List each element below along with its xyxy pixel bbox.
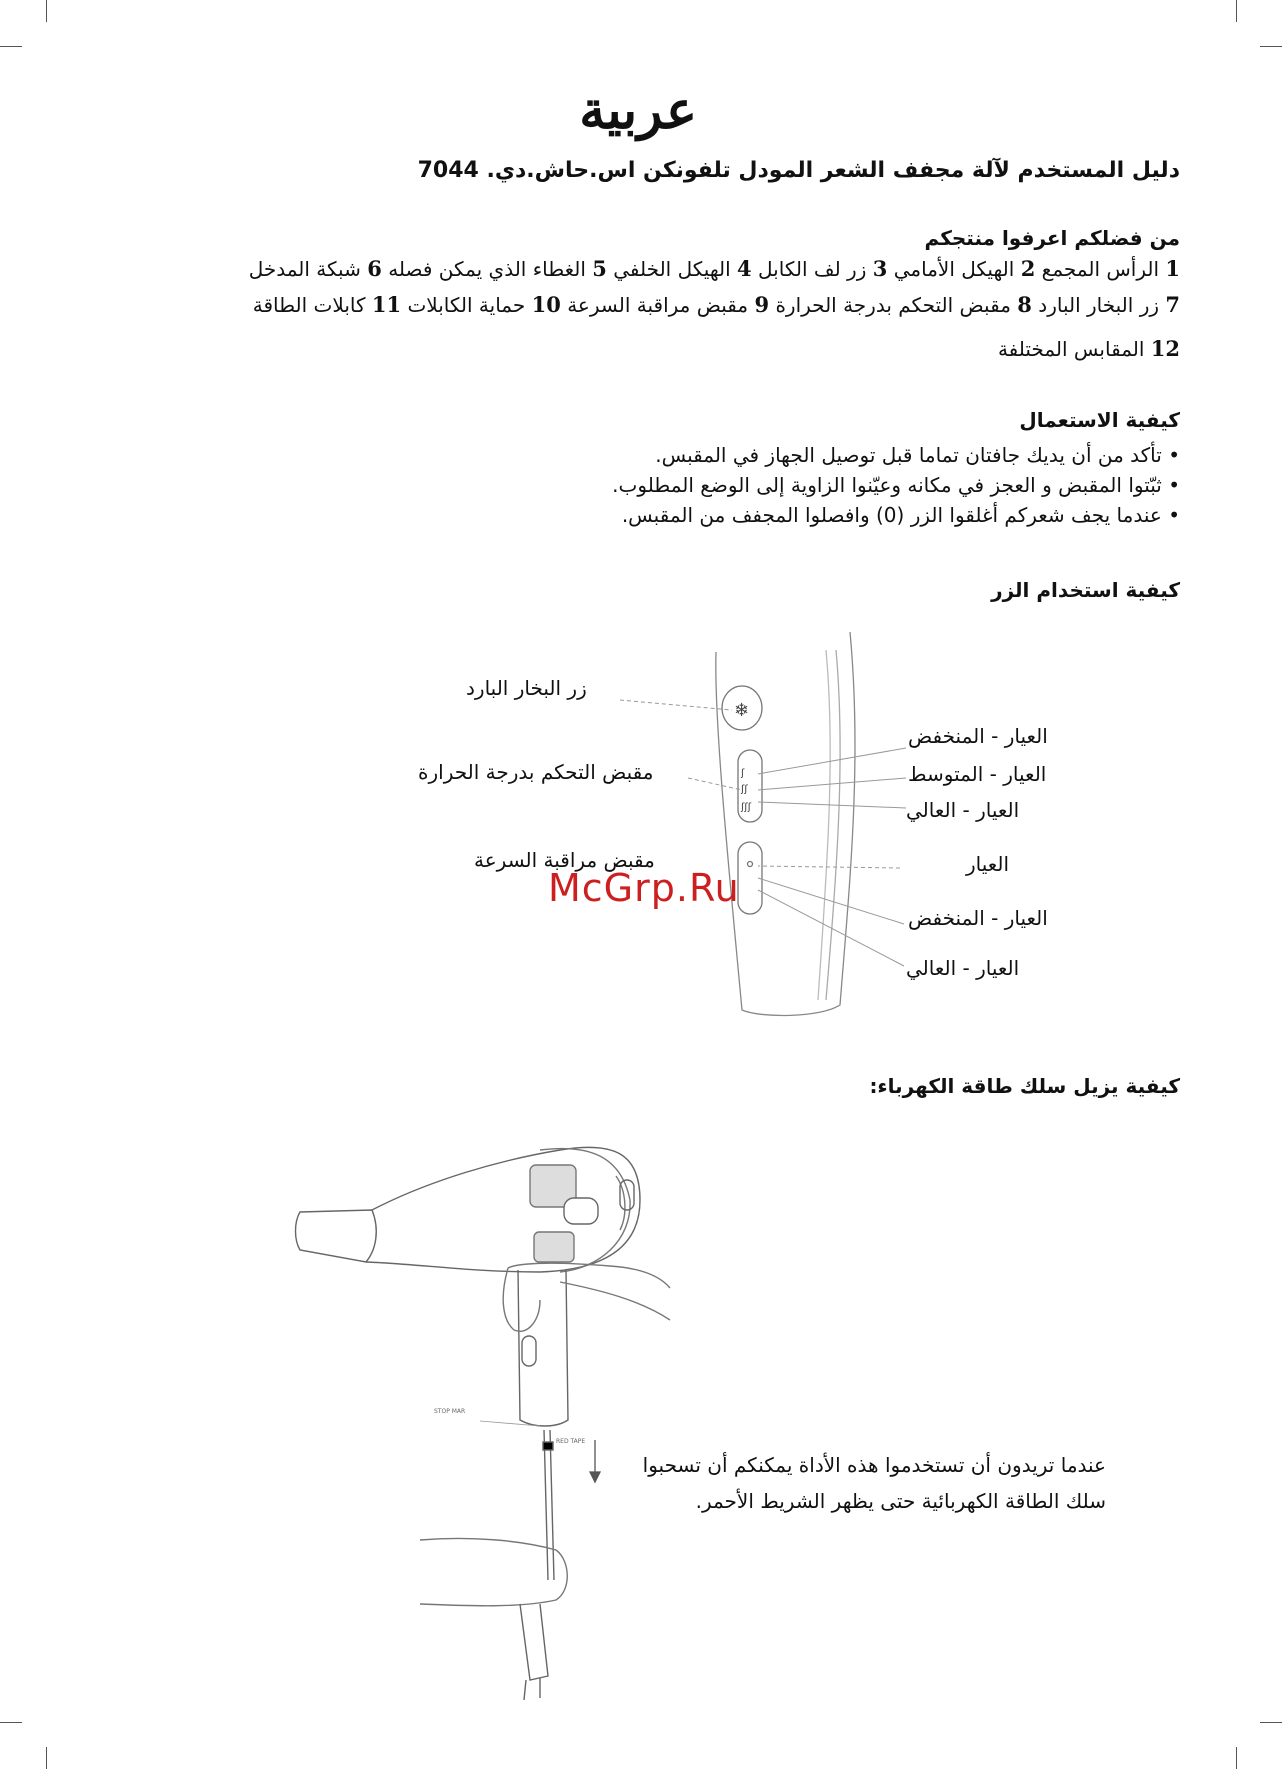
label-heat-high: العيار - العالي [906,798,1020,822]
label-speed-low: العيار - المنخفض [908,906,1048,930]
part-number: 12 [1150,336,1180,361]
svg-text:ʃʃ: ʃʃ [741,784,748,795]
part-name: كابلات الطاقة [252,293,366,317]
usage-heading: كيفية الاستعمال [1019,408,1180,432]
button-usage-heading: كيفية استخدام الزر [991,578,1180,602]
part-name: الهيكل الأمامي [893,257,1015,281]
watermark: McGrp.Ru [548,866,740,910]
part-name: حماية الكابلات [407,293,526,317]
part-name: زر البخار البارد [1038,293,1160,317]
document-title: دليل المستخدم لآلة مجفف الشعر المودل تلفونكن اس.حاش.دي. 7044 [417,158,1180,183]
part-number: 10 [531,292,561,317]
part-number: 3 [872,256,888,281]
svg-text:❄: ❄ [734,700,750,721]
part-name: مقبض مراقبة السرعة [567,293,749,317]
part-number: 1 [1165,256,1180,281]
usage-bullet: • ثبّتوا المقبض و العجز في مكانه وعيّنوا الزاوية إلى الوضع المطلوب. [612,473,1180,497]
part-number: 2 [1020,256,1036,281]
stop-mark-label: STOP MAR [434,1408,466,1415]
part-name: شبكة المدخل [248,257,361,281]
part-number: 5 [592,256,607,281]
cord-instruction-line: سلك الطاقة الكهربائية حتى يظهر الشريط الأحمر. [695,1489,1106,1513]
leader-lines [620,700,906,966]
part-name: زر لف الكابل [758,257,867,281]
usage-bullet: • عندما يجف شعركم أغلقوا الزر (0) وافصلوا المجفف من المقبس. [621,503,1180,527]
label-heat-medium: العيار - المتوسط [908,762,1047,786]
cord-heading: كيفية يزيل سلك طاقة الكهرباء: [869,1074,1180,1098]
part-number: 4 [737,256,752,281]
label-heat-control: مقبض التحكم بدرجة الحرارة [418,760,654,784]
usage-bullet: • تأكد من أن يديك جافتان تماما قبل توصيل الجهاز في المقبس. [655,443,1180,467]
heat-switch-shape [738,750,762,822]
pull-arrow [590,1440,600,1482]
part-name: الهيكل الخلفي [613,257,731,281]
part-number: 9 [754,292,770,317]
hair-dryer-illustration [296,1147,671,1700]
cord-instruction-line: عندما تريدون أن تستخدموا هذه الأداة يمكنكم أن تسحبوا [642,1453,1106,1477]
label-speed-off: العيار [966,852,1010,876]
part-number: 6 [367,256,382,281]
cool-shot-button-shape [722,686,762,730]
part-number: 8 [1017,292,1032,317]
cord-instructions [643,1447,1106,1519]
svg-text:ʃʃʃ: ʃʃʃ [741,802,752,813]
part-number: 11 [371,292,402,317]
red-tape-label: RED TAPE [556,1438,586,1445]
label-cool-shot: زر البخار البارد [466,676,587,700]
part-name: الرأس المجمع [1041,257,1160,281]
svg-text:ʃ: ʃ [741,768,745,779]
label-speed-control: مقبض مراقبة السرعة [474,848,655,872]
parts-heading: من فضلكم اعرفوا منتجكم [924,226,1180,250]
label-heat-low: العيار - المنخفض [908,724,1048,748]
part-name: المقابس المختلفة [997,337,1145,361]
part-name: الغطاء الذي يمكن فصله [388,257,586,281]
part-number: 7 [1165,292,1180,317]
part-name: مقبض التحكم بدرجة الحرارة [775,293,1011,317]
language-title: عربية [579,80,697,141]
label-speed-high: العيار - العالي [906,956,1020,980]
